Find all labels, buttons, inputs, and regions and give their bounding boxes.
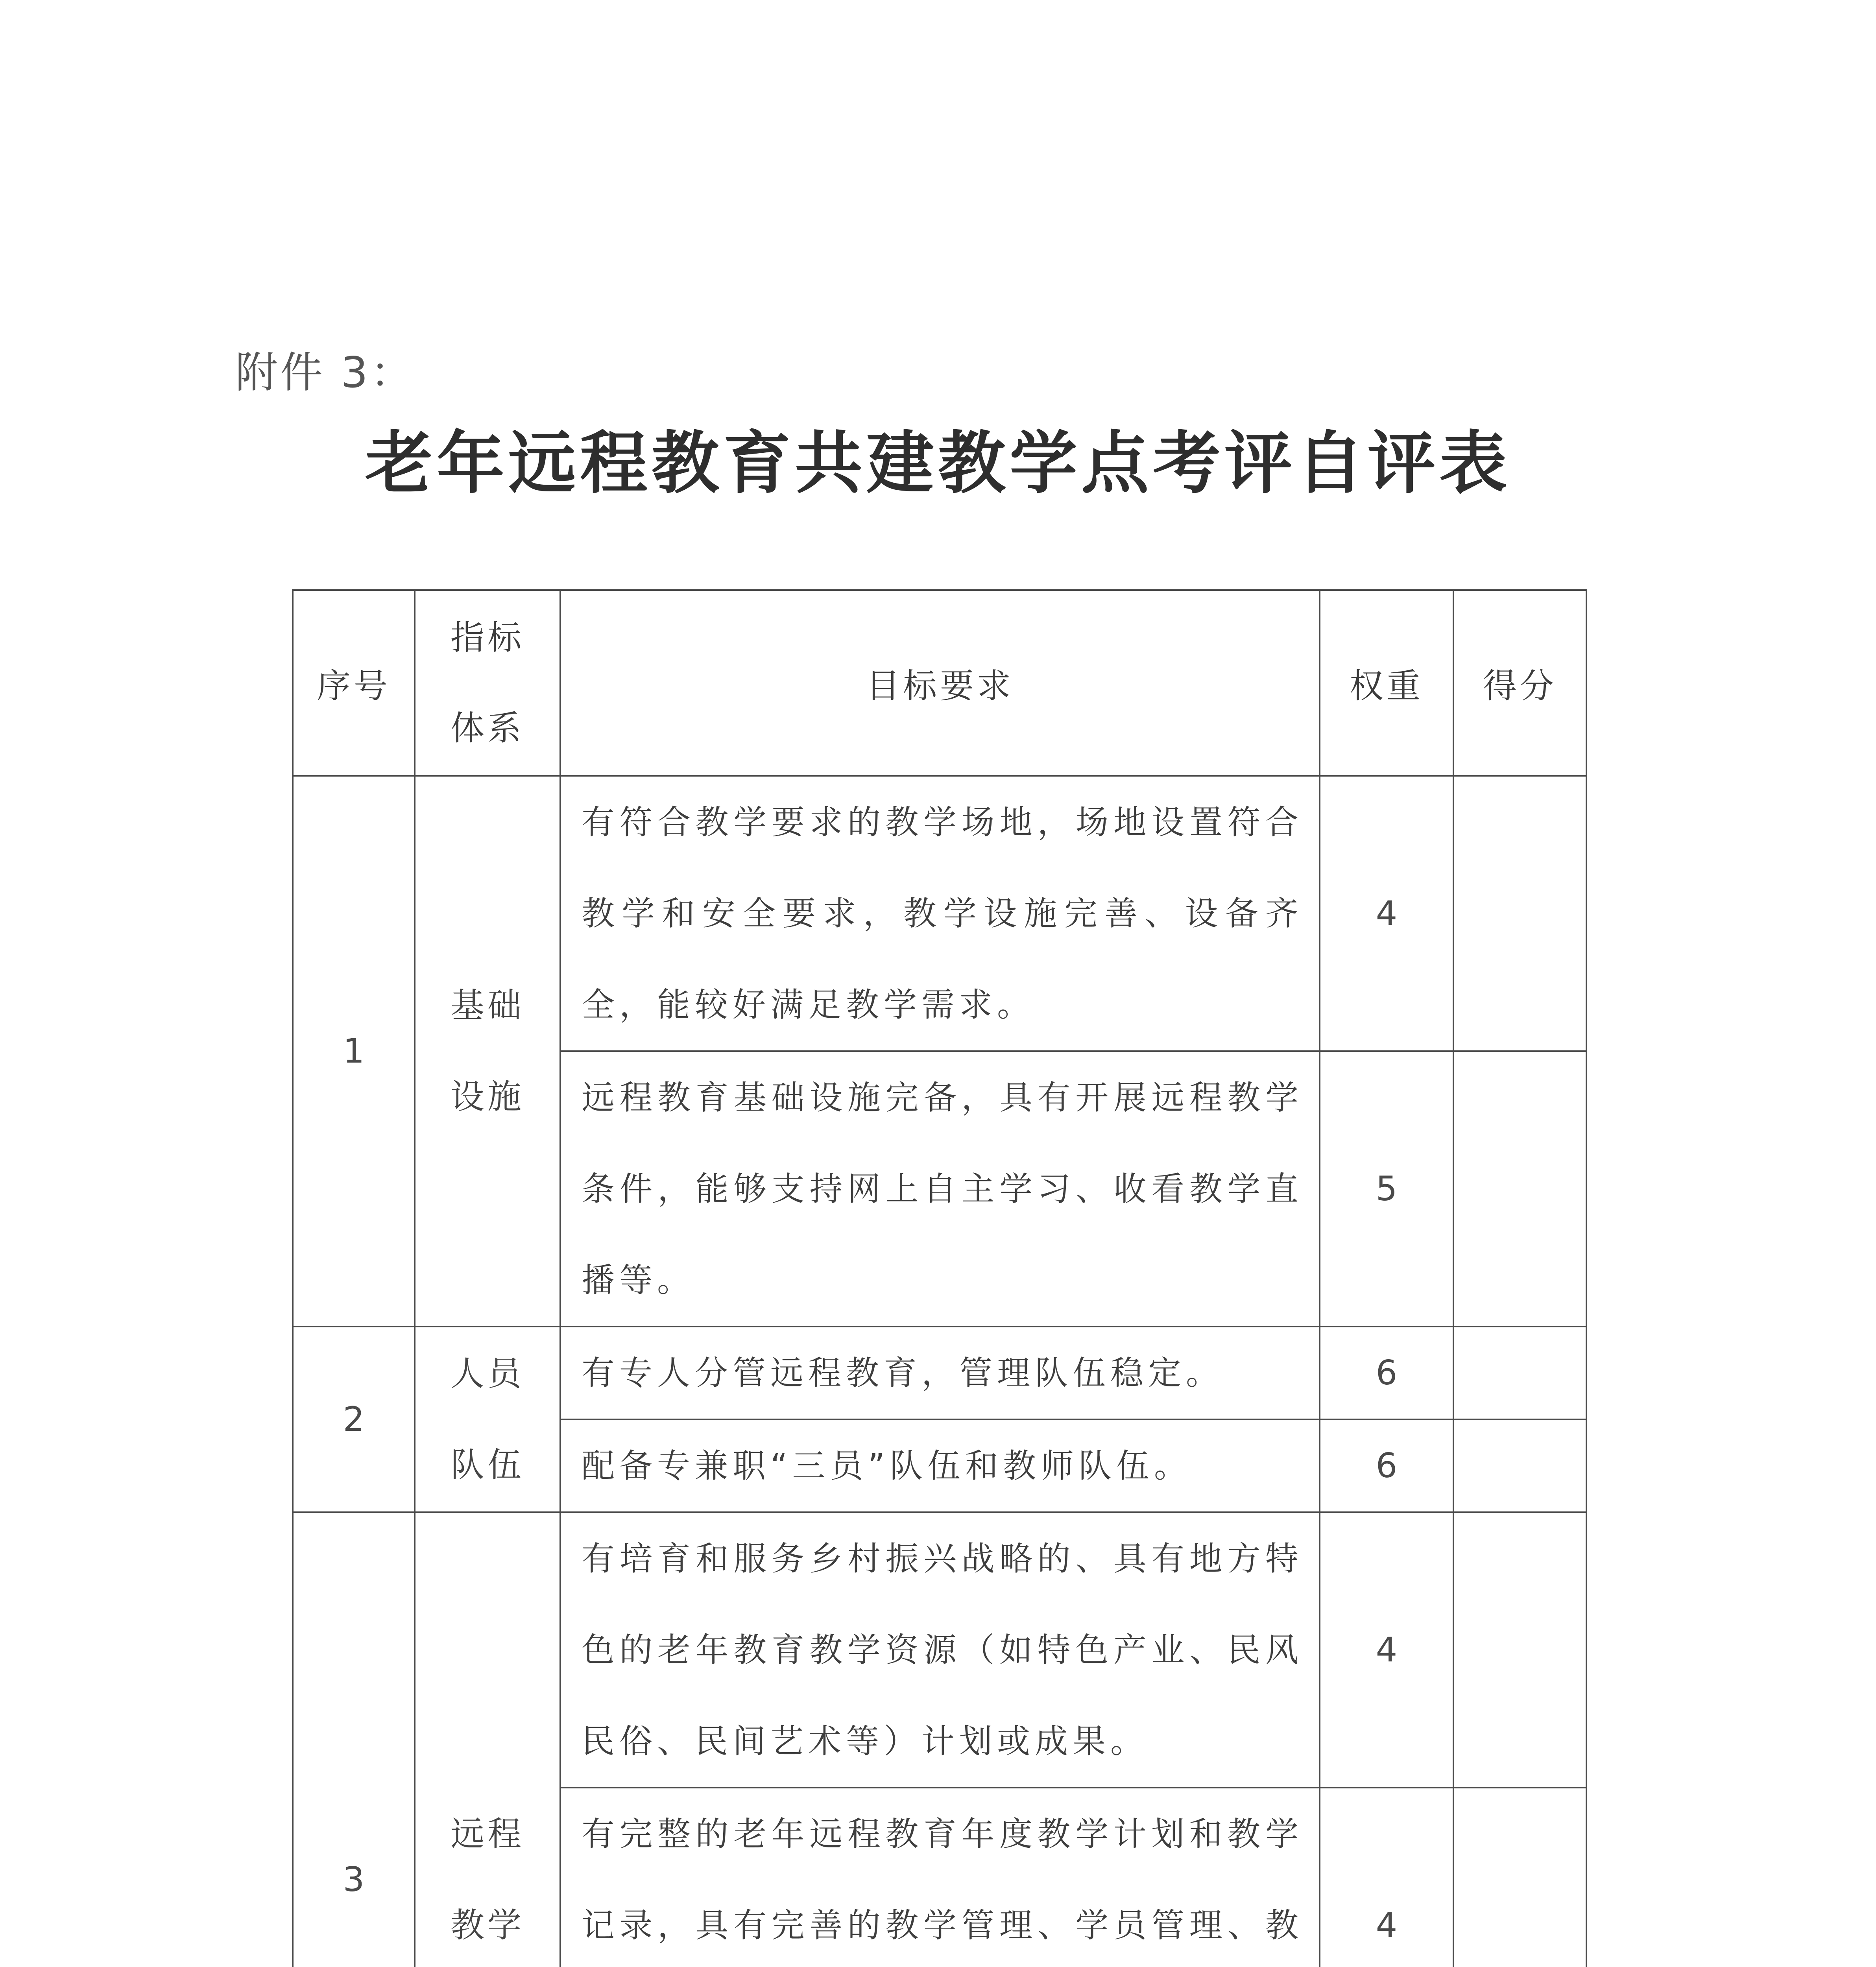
table-row	[293, 776, 1586, 1051]
weight-cell: 5	[1320, 1051, 1453, 1327]
requirement-cell: 配备专兼职“三员”队伍和教师队伍。	[560, 1419, 1320, 1512]
seq-cell: 2	[293, 1327, 415, 1512]
score-cell	[1453, 1512, 1586, 1788]
indicator-cell	[415, 1327, 560, 1512]
weight-cell: 6	[1320, 1419, 1453, 1512]
table-row	[293, 1512, 1586, 1788]
weight-cell: 4	[1320, 1512, 1453, 1788]
document-title: 老年远程教育共建教学点考评自评表	[365, 423, 1511, 503]
weight-cell: 4	[1320, 776, 1453, 1051]
indicator-line2: 队伍	[451, 1445, 524, 1485]
indicator-line1: 基础	[451, 986, 524, 1025]
indicator-line2: 教学	[451, 1906, 524, 1945]
header-indicator-line2: 体系	[451, 709, 524, 748]
score-cell	[1453, 1788, 1586, 1967]
table-header-row	[293, 590, 1586, 776]
table-row	[293, 1327, 1586, 1419]
evaluation-table	[292, 589, 1587, 1967]
seq-cell: 1	[293, 776, 415, 1327]
indicator-cell	[415, 776, 560, 1327]
header-score: 得分	[1453, 590, 1586, 776]
header-indicator	[415, 590, 560, 776]
header-requirement: 目标要求	[560, 590, 1320, 776]
requirement-cell: 有培育和服务乡村振兴战略的、具有地方特色的老年教育教学资源（如特色产业、民风民俗、民间艺术等）计划或成果。	[560, 1512, 1320, 1788]
requirement-cell: 有专人分管远程教育，管理队伍稳定。	[560, 1327, 1320, 1419]
requirement-cell: 有符合教学要求的教学场地，场地设置符合教学和安全要求，教学设施完善、设备齐全，能较好满足教学需求。	[560, 776, 1320, 1051]
indicator-line1: 人员	[451, 1354, 524, 1393]
header-seq: 序号	[293, 590, 415, 776]
score-cell	[1453, 1419, 1586, 1512]
attachment-label: 附件 3：	[235, 348, 415, 397]
weight-cell: 6	[1320, 1327, 1453, 1419]
indicator-line1: 远程	[451, 1814, 524, 1854]
score-cell	[1453, 776, 1586, 1051]
requirement-cell: 有完整的老年远程教育年度教学计划和教学记录，具有完善的教学管理、学员管理、教	[560, 1788, 1320, 1967]
score-cell	[1453, 1327, 1586, 1419]
seq-cell: 3	[293, 1512, 415, 1967]
header-weight: 权重	[1320, 590, 1453, 776]
weight-cell: 4	[1320, 1788, 1453, 1967]
indicator-line2: 设施	[451, 1077, 524, 1116]
indicator-cell	[415, 1512, 560, 1967]
requirement-cell: 远程教育基础设施完备，具有开展远程教学条件，能够支持网上自主学习、收看教学直播等。	[560, 1051, 1320, 1327]
score-cell	[1453, 1051, 1586, 1327]
header-indicator-line1: 指标	[451, 618, 524, 657]
